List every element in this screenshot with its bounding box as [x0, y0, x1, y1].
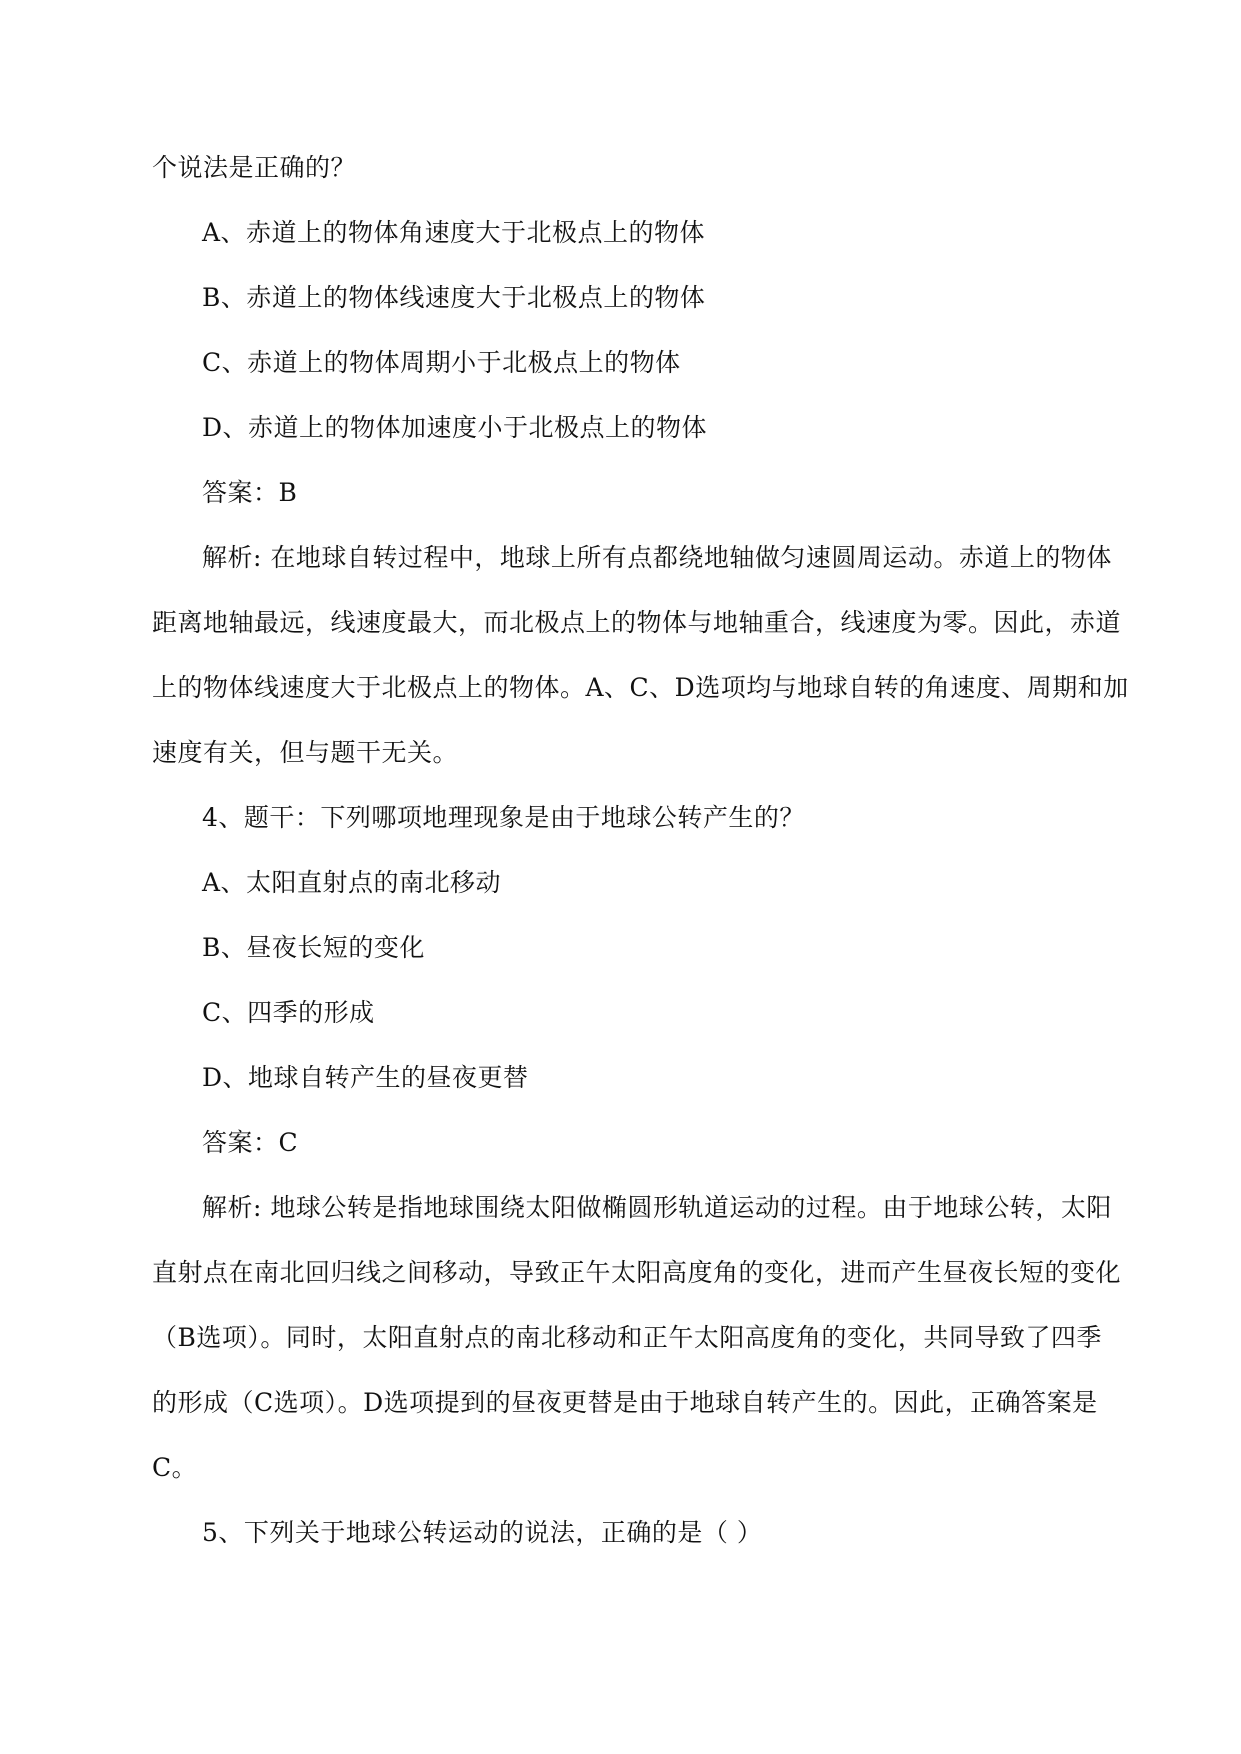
question-4-analysis: [152, 1175, 1122, 1500]
analysis-line: 距离地轴最远，线速度最大，而北极点上的物体与地轴重合，线速度为零。因此，赤道: [152, 608, 1122, 637]
analysis-line: 速度有关，但与题干无关。: [152, 738, 459, 767]
analysis-line: C。: [152, 1453, 198, 1482]
question-3-option-d: D、赤道上的物体加速度小于北极点上的物体: [202, 413, 708, 442]
analysis-line: （B选项）。同时，太阳直射点的南北移动和正午太阳高度角的变化，共同导致了四季: [152, 1323, 1102, 1352]
question-3-answer: 答案：B: [202, 478, 298, 507]
question-3-analysis: [152, 525, 1129, 785]
analysis-line: 直射点在南北回归线之间移动，导致正午太阳高度角的变化，进而产生昼夜长短的变化: [152, 1258, 1122, 1287]
question-4-option-c: C、四季的形成: [202, 998, 375, 1027]
analysis-line: 上的物体线速度大于北极点上的物体。A、C、D选项均与地球自转的角速度、周期和加: [152, 673, 1129, 702]
question-5-stem: 5、下列关于地球公转运动的说法，正确的是（ ）: [202, 1518, 763, 1547]
question-3-stem-tail: 个说法是正确的？: [152, 153, 357, 182]
question-4-option-b: B、昼夜长短的变化: [202, 933, 425, 962]
analysis-line: 解析: 在地球自转过程中，地球上所有点都绕地轴做匀速圆周运动。赤道上的物体: [202, 543, 1112, 572]
analysis-line: 的形成（C选项）。D选项提到的昼夜更替是由于地球自转产生的。因此，正确答案是: [152, 1388, 1098, 1417]
question-4-option-d: D、地球自转产生的昼夜更替: [202, 1063, 529, 1092]
question-4-answer: 答案：C: [202, 1128, 299, 1157]
question-4-option-a: A、太阳直射点的南北移动: [202, 868, 502, 897]
document-page: [152, 135, 1129, 1565]
question-4-stem: 4、题干：下列哪项地理现象是由于地球公转产生的？: [202, 803, 805, 832]
question-3-option-b: B、赤道上的物体线速度大于北极点上的物体: [202, 283, 706, 312]
analysis-line: 解析: 地球公转是指地球围绕太阳做椭圆形轨道运动的过程。由于地球公转，太阳: [202, 1193, 1112, 1222]
question-3-option-a: A、赤道上的物体角速度大于北极点上的物体: [202, 218, 706, 247]
question-3-option-c: C、赤道上的物体周期小于北极点上的物体: [202, 348, 681, 377]
